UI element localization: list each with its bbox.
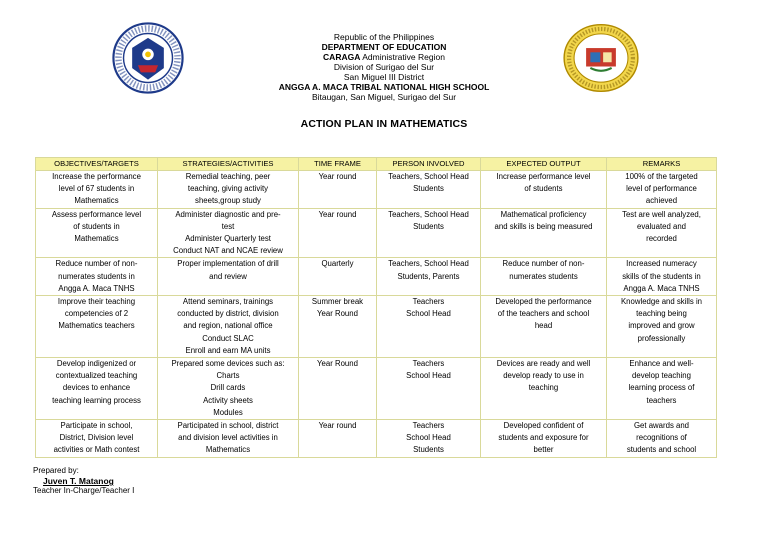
remarks-cell — [607, 420, 717, 458]
strategy-text: teaching, giving activity — [187, 184, 269, 194]
person-involved-text: Teachers — [412, 359, 445, 369]
objective-cell — [36, 358, 158, 420]
remarks-cell — [607, 258, 717, 296]
expected-output-text: teaching — [528, 383, 559, 393]
school-address: Bitaugan, San Miguel, Surigao del Sur — [311, 92, 457, 102]
expected-output-cell — [481, 258, 607, 296]
person-involved-cell — [377, 258, 481, 296]
header-remarks: REMARKS — [607, 158, 717, 171]
objective-text: Assess performance level — [51, 209, 142, 219]
time-frame-cell — [299, 420, 377, 458]
strategy-text: and division level activities in — [178, 433, 278, 443]
strategy-text: Participated in school, district — [177, 421, 279, 431]
prepared-by-block — [33, 466, 134, 496]
table-row — [36, 296, 717, 358]
strategy-cell — [158, 296, 299, 358]
strategy-cell — [158, 358, 299, 420]
objective-text: activities or Math contest — [53, 445, 140, 455]
objective-text: contextualized teaching — [55, 371, 138, 381]
time-frame-text: Year round — [318, 421, 357, 431]
expected-output-text: Mathematical proficiency — [500, 209, 587, 219]
header-expected-output: EXPECTED OUTPUT — [481, 158, 607, 171]
objective-text: Reduce number of non- — [55, 259, 138, 269]
remarks-text: learning process of — [628, 383, 695, 393]
expected-output-text: of the teachers and school — [497, 309, 590, 319]
person-involved-text: Students — [413, 221, 444, 231]
objective-text: Increase the performance — [52, 172, 141, 181]
objective-cell — [36, 171, 158, 209]
objective-cell — [36, 420, 158, 458]
strategy-text: conducted by district, division — [177, 309, 279, 319]
remarks-text: 100% of the targeted — [625, 172, 698, 181]
region-name: CARAGA — [323, 52, 361, 62]
table-row — [36, 420, 717, 458]
department-line: DEPARTMENT OF EDUCATION — [321, 42, 447, 52]
person-involved-text: Students, Parents — [397, 271, 460, 281]
objective-cell — [36, 258, 158, 296]
strategy-text: Activity sheets — [203, 395, 253, 405]
expected-output-cell — [481, 420, 607, 458]
expected-output-text: better — [533, 445, 554, 455]
time-frame-text: Year Round — [317, 309, 358, 319]
header-person-involved: PERSON INVOLVED — [377, 158, 481, 171]
person-involved-text: Teachers — [412, 297, 445, 307]
table-header-row — [36, 158, 717, 171]
remarks-text: Enhance and well- — [629, 359, 694, 369]
time-frame-cell — [299, 208, 377, 258]
person-involved-cell — [377, 420, 481, 458]
objective-text: District, Division level — [59, 433, 134, 443]
table-row — [36, 171, 717, 209]
strategy-text: and review — [209, 271, 247, 281]
expected-output-cell — [481, 296, 607, 358]
expected-output-text: Reduce number of non- — [502, 259, 585, 269]
time-frame-text: Quarterly — [321, 259, 354, 269]
person-involved-text: Teachers, School Head — [388, 209, 469, 219]
time-frame-text: Year Round — [317, 359, 358, 369]
objective-text: Develop indigenized or — [56, 359, 137, 369]
school-name: ANGGA A. MACA TRIBAL NATIONAL HIGH SCHOOL — [278, 82, 490, 92]
remarks-text: Increased numeracy — [626, 259, 697, 269]
person-involved-text: Teachers, School Head — [388, 259, 469, 269]
school-seal-icon — [562, 22, 640, 94]
time-frame-text: Year round — [318, 172, 357, 181]
person-involved-text: Teachers — [412, 421, 445, 431]
objective-text: teaching learning process — [52, 395, 141, 405]
strategy-cell — [158, 420, 299, 458]
remarks-text: skills of the students in — [622, 271, 701, 281]
objective-text: Angga A. Maca TNHS — [58, 283, 135, 293]
objective-text: Mathematics — [74, 234, 119, 244]
remarks-text: level of performance — [626, 184, 697, 194]
person-involved-cell — [377, 296, 481, 358]
expected-output-text: and skills is being measured — [494, 221, 593, 231]
prepared-by-label: Prepared by: — [33, 466, 79, 475]
objective-text: level of 67 students in — [58, 184, 135, 194]
objective-text: Mathematics teachers — [58, 321, 135, 331]
table-row — [36, 358, 717, 420]
expected-output-text: Increase performance level — [496, 172, 591, 181]
objective-text: Improve their teaching — [57, 297, 136, 307]
document-title: ACTION PLAN IN MATHEMATICS — [300, 118, 468, 130]
remarks-text: teaching being — [636, 309, 687, 319]
expected-output-text: Developed confident of — [503, 421, 584, 431]
strategy-text: sheets,group study — [195, 196, 261, 206]
strategy-cell — [158, 208, 299, 258]
person-involved-text: Students — [413, 184, 444, 194]
remarks-text: Angga A. Maca TNHS — [623, 283, 700, 293]
table-row — [36, 208, 717, 258]
strategy-text: and region, national office — [183, 321, 273, 331]
expected-output-text: head — [534, 321, 553, 331]
expected-output-text: Developed the performance — [495, 297, 592, 307]
remarks-text: Knowledge and skills in — [620, 297, 703, 307]
remarks-cell — [607, 358, 717, 420]
header-strategies: STRATEGIES/ACTIVITIES — [158, 158, 299, 171]
strategy-text: Administer diagnostic and pre- — [175, 209, 281, 219]
remarks-text: Test are well analyzed, — [622, 209, 701, 219]
remarks-text: improved and grow — [628, 321, 695, 331]
expected-output-cell — [481, 171, 607, 209]
person-involved-cell — [377, 171, 481, 209]
expected-output-text: develop ready to use in — [503, 371, 584, 381]
strategy-text: Modules — [213, 407, 243, 417]
objective-text: competencies of 2 — [64, 309, 129, 319]
time-frame-cell — [299, 171, 377, 209]
division-line: Division of Surigao del Sur — [333, 62, 435, 72]
action-plan-table — [35, 157, 717, 458]
region-suffix: Administrative Region — [360, 52, 445, 62]
person-involved-text: School Head — [406, 371, 451, 381]
objective-text: Mathematics — [74, 196, 119, 206]
time-frame-text: Year round — [318, 209, 357, 219]
person-involved-cell — [377, 358, 481, 420]
remarks-text: professionally — [637, 333, 686, 343]
objective-cell — [36, 208, 158, 258]
remarks-text: students and school — [626, 445, 697, 455]
remarks-text: teachers — [646, 395, 677, 405]
strategy-text: Conduct SLAC — [202, 333, 254, 343]
region-line — [200, 52, 568, 62]
remarks-cell — [607, 296, 717, 358]
remarks-text: Get awards and — [633, 421, 690, 431]
strategy-text: Enroll and earn MA units — [185, 345, 271, 355]
strategy-cell — [158, 258, 299, 296]
person-involved-text: School Head — [406, 309, 451, 319]
remarks-text: recognitions of — [636, 433, 687, 443]
strategy-text: Charts — [216, 371, 240, 381]
strategy-text: Proper implementation of drill — [177, 259, 279, 269]
remarks-text: achieved — [645, 196, 678, 206]
strategy-cell — [158, 171, 299, 209]
strategy-text: Prepared some devices such as: — [171, 359, 285, 369]
objective-text: devices to enhance — [62, 383, 131, 393]
objective-text: Participate in school, — [60, 421, 133, 431]
strategy-text: Administer Quarterly test — [185, 234, 271, 244]
district-line: San Miguel III District — [343, 72, 425, 82]
strategy-text: Attend seminars, trainings — [182, 297, 274, 307]
expected-output-text: numerates students — [509, 271, 578, 281]
remarks-text: develop teaching — [632, 371, 691, 381]
remarks-text: evaluated and — [637, 221, 686, 231]
remarks-cell — [607, 208, 717, 258]
person-involved-text: Students — [413, 445, 444, 455]
expected-output-text: of students — [524, 184, 563, 194]
objective-cell — [36, 296, 158, 358]
expected-output-text: students and exposure for — [498, 433, 589, 443]
expected-output-text: Devices are ready and well — [496, 359, 591, 369]
expected-output-cell — [481, 358, 607, 420]
strategy-text: Remedial teaching, peer — [185, 172, 271, 181]
country-line: Republic of the Philippines — [333, 32, 435, 42]
header-objectives: OBJECTIVES/TARGETS — [36, 158, 158, 171]
time-frame-text: Summer break — [311, 297, 364, 307]
person-involved-cell — [377, 208, 481, 258]
table-row — [36, 258, 717, 296]
time-frame-cell — [299, 358, 377, 420]
time-frame-cell — [299, 296, 377, 358]
strategy-text: test — [221, 221, 235, 231]
preparer-position: Teacher In-Charge/Teacher I — [33, 486, 135, 495]
expected-output-cell — [481, 208, 607, 258]
person-involved-text: School Head — [406, 433, 451, 443]
strategy-text: Conduct NAT and NCAE review — [173, 246, 283, 256]
header-time-frame: TIME FRAME — [299, 158, 377, 171]
strategy-text: Mathematics — [205, 445, 251, 455]
objective-text: of students in — [73, 221, 120, 231]
table-body — [36, 171, 717, 458]
preparer-name: Juven T. Matanog — [43, 476, 114, 486]
person-involved-text: Teachers, School Head — [388, 172, 469, 181]
remarks-text: recorded — [646, 234, 677, 244]
time-frame-cell — [299, 258, 377, 296]
strategy-text: Drill cards — [210, 383, 246, 393]
letterhead — [200, 32, 568, 102]
deped-seal-icon — [112, 22, 184, 94]
objective-text: numerates students in — [58, 271, 135, 281]
remarks-cell — [607, 171, 717, 209]
